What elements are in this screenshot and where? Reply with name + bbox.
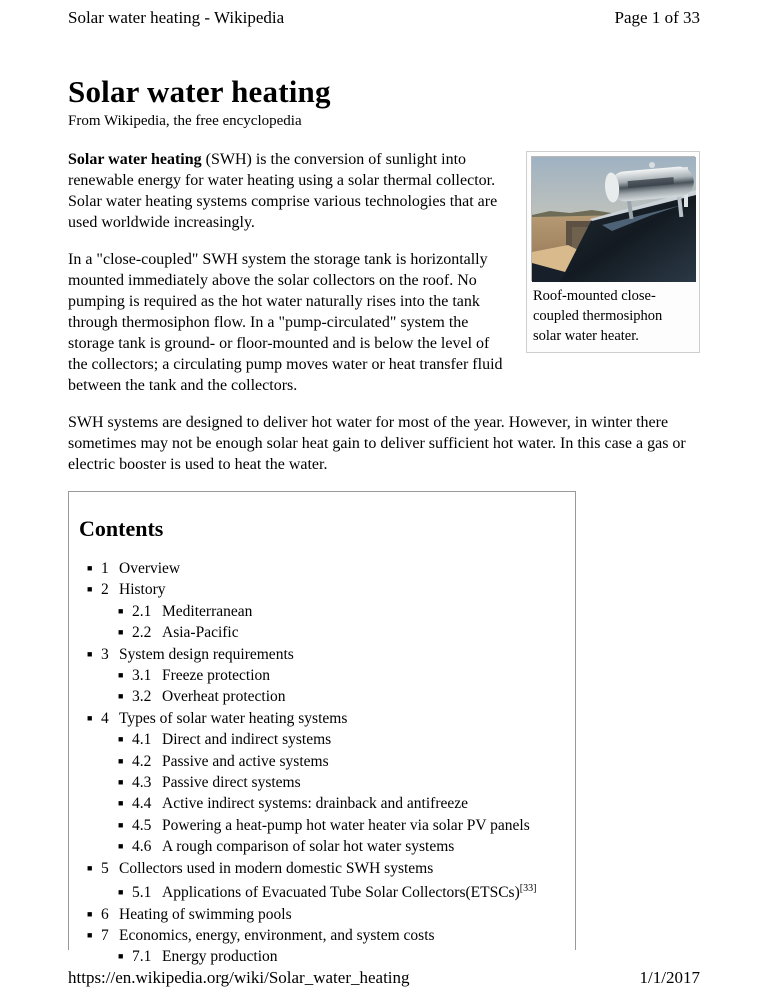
toc-section-label: Energy production [162,948,278,966]
toc-section-number: 4.2 [132,752,152,770]
toc-section-number: 4.1 [132,731,152,749]
toc-section-number: 7.1 [132,948,152,966]
page-title: Solar water heating [68,74,331,109]
toc-citation-ref: [33] [519,883,537,895]
infobox-thumbnail [526,151,700,353]
square-bullet-icon: ■ [118,670,124,681]
toc-item-4.5[interactable] [79,815,565,836]
toc-section-number: 4.5 [132,816,152,834]
print-header-page-number: Page 1 of 33 [614,8,700,27]
square-bullet-icon: ■ [87,930,93,941]
square-bullet-icon: ■ [87,648,93,659]
toc-section-number: 2 [101,581,109,599]
square-bullet-icon: ■ [118,841,124,852]
toc-section-label: Overview [119,560,181,577]
toc-section-number: 3.2 [132,688,152,706]
toc-section-number: 4.3 [132,774,152,792]
square-bullet-icon: ■ [118,798,124,809]
roof-mounted-solar-water-heater-photo [531,156,695,281]
toc-section-number: 3 [101,645,109,663]
table-of-contents [68,491,576,966]
toc-list [79,558,565,968]
toc-section-label: Overheat protection [162,688,286,706]
square-bullet-icon: ■ [87,908,93,919]
toc-section-label: Mediterranean [162,602,253,620]
toc-item-2[interactable] [79,579,565,600]
lead-bold-term: Solar water heating [68,151,202,168]
toc-section-label: Passive and active systems [162,752,329,770]
toc-item-4[interactable] [79,708,565,729]
source-url-link[interactable]: https://en.wikipedia.org/wiki/Solar_water_heating [68,968,410,987]
toc-item-3.1[interactable] [79,665,565,686]
square-bullet-icon: ■ [118,691,124,702]
toc-section-number: 4 [101,709,109,727]
toc-item-1[interactable] [79,558,565,579]
toc-section-label: Passive direct systems [162,774,301,792]
toc-section-label: Powering a heat-pump hot water heater via solar PV panels [162,816,530,834]
toc-item-7.1[interactable] [79,946,565,967]
print-header-title: Solar water heating - Wikipedia [68,8,285,27]
thumbnail-caption: Roof-mounted close-coupled thermosiphon solar water heater. [533,288,663,344]
toc-section-number: 3.1 [132,667,152,685]
square-bullet-icon: ■ [118,755,124,766]
toc-item-7[interactable] [79,925,565,946]
toc-section-label: Heating of swimming pools [119,905,292,923]
toc-item-2.1[interactable] [79,601,565,622]
toc-item-3.2[interactable] [79,686,565,707]
square-bullet-icon: ■ [118,887,124,898]
square-bullet-icon: ■ [118,951,124,962]
article-content [68,0,700,966]
toc-item-4.3[interactable] [79,772,565,793]
toc-item-5.1[interactable] [79,879,565,904]
toc-section-number: 2.1 [132,602,152,620]
paragraph-close-coupled: In a "close-coupled" SWH system the storage tank is horizontally mounted immediately above the solar collectors on the roof. No pumping is required as the hot water naturally rises into the tank through thermosiphon flow. In a "pump-circulated" system the storage tank is ground- or floor-mounted and is below the level of the collectors; a circulating pump moves water or heat transfer fluid between the tank and the collectors. [68,251,503,394]
toc-section-label: Direct and indirect systems [162,731,332,749]
square-bullet-icon: ■ [118,777,124,788]
toc-item-4.4[interactable] [79,793,565,814]
toc-item-4.1[interactable] [79,729,565,750]
toc-item-3[interactable] [79,644,565,665]
toc-section-number: 5 [101,859,109,877]
square-bullet-icon: ■ [118,605,124,616]
square-bullet-icon: ■ [118,627,124,638]
toc-section-label: Types of solar water heating systems [119,709,348,727]
toc-heading: Contents [79,516,164,541]
toc-section-label: Active indirect systems: drainback and antifreeze [162,795,468,813]
article-body [68,149,700,475]
toc-item-4.2[interactable] [79,751,565,772]
article-subtitle: From Wikipedia, the free encyclopedia [68,113,302,129]
toc-section-number: 1 [101,560,109,577]
toc-item-4.6[interactable] [79,836,565,857]
lead-paragraph-rest: (SWH) is the conversion of sunlight into renewable energy for water heating using a solar thermal collector. Solar water heating systems comprise various technologies that are used worldwide increasingly. [68,151,498,231]
toc-item-6[interactable] [79,904,565,925]
toc-section-label: Freeze protection [162,667,271,685]
toc-section-label: History [119,581,166,599]
toc-item-2.2[interactable] [79,622,565,643]
square-bullet-icon: ■ [87,584,93,595]
toc-section-number: 7 [101,927,109,945]
toc-section-number: 2.2 [132,624,152,642]
toc-section-number: 4.6 [132,838,152,856]
print-footer [68,968,700,988]
square-bullet-icon: ■ [118,734,124,745]
square-bullet-icon: ■ [87,563,93,573]
square-bullet-icon: ■ [87,862,93,873]
toc-section-label: Economics, energy, environment, and system costs [119,927,435,945]
toc-section-label: Collectors used in modern domestic SWH systems [119,859,434,877]
toc-section-label: Asia-Pacific [162,624,239,642]
solar-heater-photo-illustration [532,157,696,282]
square-bullet-icon: ■ [118,819,124,830]
toc-section-number: 4.4 [132,795,152,813]
paragraph-swh-systems: SWH systems are designed to deliver hot water for most of the year. However, in winter there sometimes may not be enough solar heat gain to deliver sufficient hot water. In this case a gas or electric booster is used to heat the water. [68,414,686,473]
toc-section-label: A rough comparison of solar hot water systems [162,838,455,856]
print-date: 1/1/2017 [639,968,700,987]
toc-section-label: System design requirements [119,645,294,663]
toc-section-label: Applications of Evacuated Tube Solar Collectors(ETSCs) [162,884,520,902]
toc-section-number: 6 [101,905,109,923]
toc-section-number: 5.1 [132,884,152,902]
toc-item-5[interactable] [79,858,565,879]
square-bullet-icon: ■ [87,712,93,723]
